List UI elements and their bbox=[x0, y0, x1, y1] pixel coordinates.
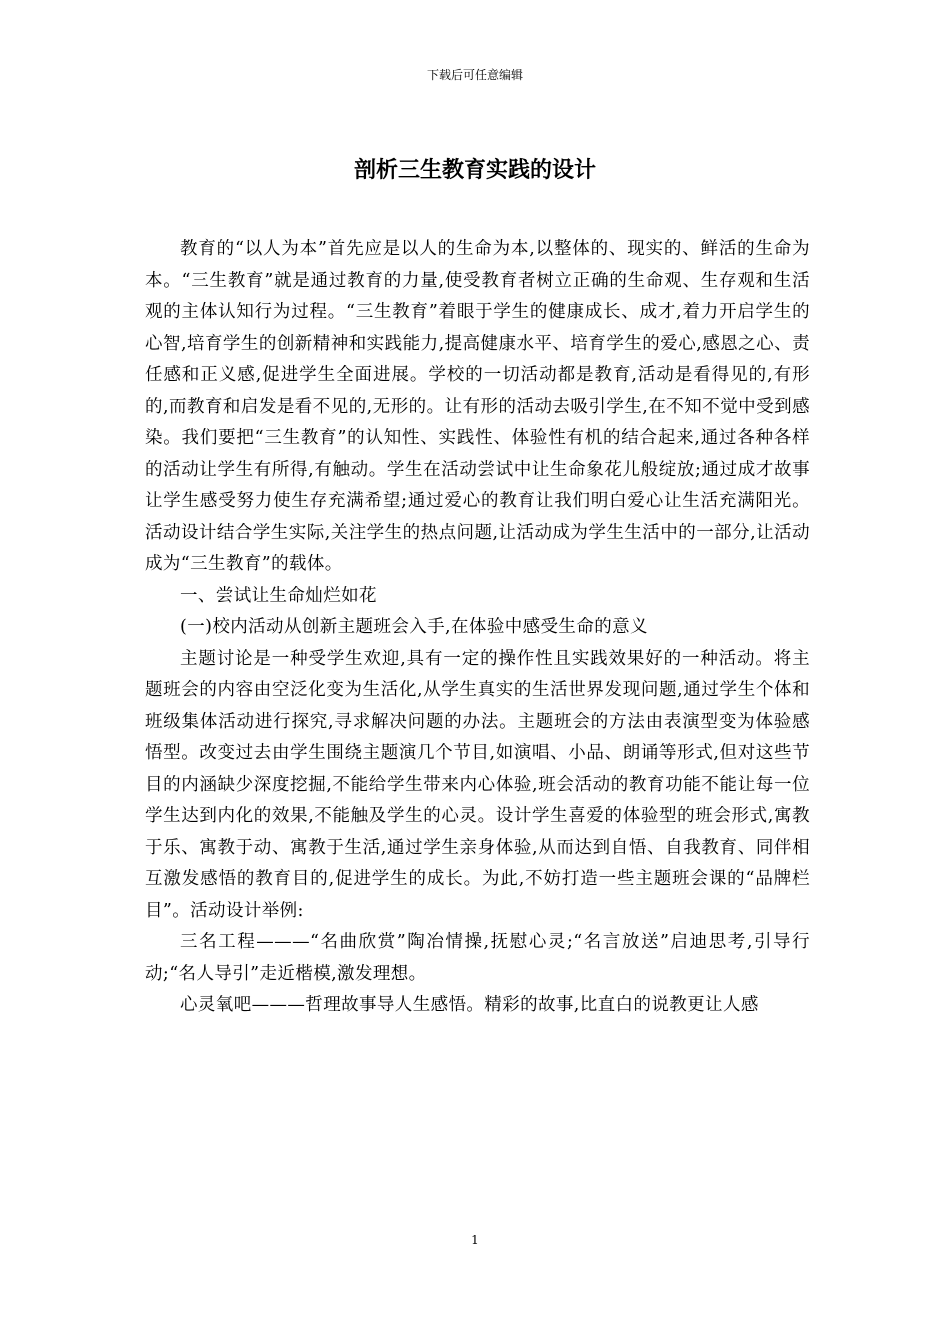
subsection-heading-1: (一)校内活动从创新主题班会入手,在体验中感受生命的意义 bbox=[180, 617, 648, 637]
section-heading-1: 一、尝试让生命灿烂如花 bbox=[180, 585, 377, 606]
page-number: 1 bbox=[471, 1233, 479, 1247]
paragraph-soul-oxygen-bar: 心灵氧吧———哲理故事导人生感悟。精彩的故事,比直白的说教更让人感 bbox=[180, 995, 759, 1015]
paragraph-intro: 教育的“以人为本”首先应是以人的生命为本,以整体的、现实的、鲜活的生命为本。“三生教育”就是通过教育的力量,使受教育者树立正确的生命观、生存观和生活观的主体认知行为过程。“三生教育”着眼于学生的健康成长、成才,着力开启学生的心智,培育学生的创新精神和实践能力,提高健康水平、培育学生的爱心,感恩之心、责任感和正义感,促进学生全面进展。学校的一切活动都是教育,活动是看得见的,有形的,而教育和启发是看不见的,无形的。让有形的活动去吸引学生,在不知不觉中受到感染。我们要把“三生教育”的认知性、实践性、体验性有机的结合起来,通过各种各样的活动让学生有所得,有触动。学生在活动尝试中让生命象花儿般绽放;通过成才故事让学生感受努力使生存充满希望;通过爱心的教育让我们明白爱心让生活充满阳光。活动设计结合学生实际,关注学生的热点问题,让活动成为学生生活中的一部分,让活动成为“三生教育”的载体。 bbox=[145, 239, 810, 574]
paragraph-theme-discussion: 主题讨论是一种受学生欢迎,具有一定的操作性且实践效果好的一种活动。将主题班会的内容由空泛化变为生活化,从学生真实的生活世界发现问题,通过学生个体和班级集体活动进行探究,寻求解决问题的办法。主题班会的方法由表演型变为体验感悟型。改变过去由学生围绕主题演几个节目,如演唱、小品、朗诵等形式,但对这些节目的内涵缺少深度挖掘,不能给学生带来内心体验,班会活动的教育功能不能让每一位学生达到内化的效果,不能触及学生的心灵。设计学生喜爱的体验型的班会形式,寓教于乐、寓教于动、寓教于生活,通过学生亲身体验,从而达到自悟、自我教育、同伴相互激发感悟的教育目的,促进学生的成长。为此,不妨打造一些主题班会课的“品牌栏目”。活动设计举例: bbox=[145, 648, 810, 921]
paragraph-three-names-project: 三名工程———“名曲欣赏”陶冶情操,抚慰心灵;“名言放送”启迪思考,引导行动;“名人导引”走近楷模,激发理想。 bbox=[145, 932, 810, 984]
document-title: 剖析三生教育实践的设计 bbox=[353, 158, 596, 183]
document-body bbox=[145, 234, 810, 1022]
header-note: 下载后可任意编辑 bbox=[426, 68, 523, 82]
